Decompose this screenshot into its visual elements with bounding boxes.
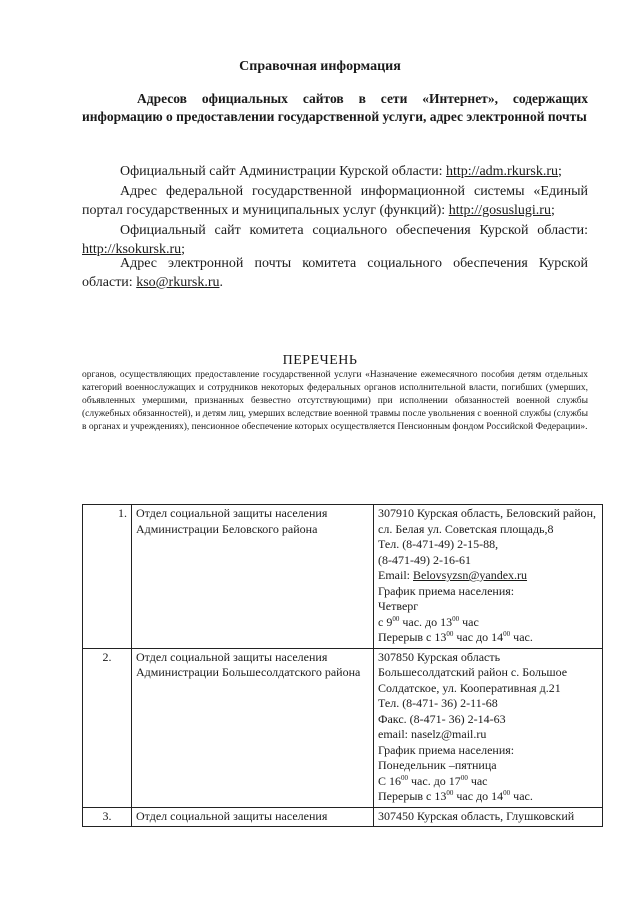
gosuslugi-paragraph: Адрес федеральной государственной информационной системы «Единый портал государственных и муниципальных услуг (функций): http://gosuslugi.ru; bbox=[82, 184, 588, 218]
schedule-hours: С $16^{00}$ час. до $17^{00}$ час bbox=[378, 773, 488, 788]
kso-email-paragraph: Адрес электронной почты комитета социального обеспечения Курской области: kso@rkursk.ru. bbox=[82, 256, 588, 290]
office-email-link[interactable]: Belovsyzsn@yandex.ru bbox=[413, 568, 528, 582]
office-name: Отдел социальной защиты населения Администрации Большесолдатского района bbox=[132, 648, 374, 807]
list-title: ПЕРЕЧЕНЬ bbox=[282, 353, 358, 368]
row-number: 2. bbox=[83, 648, 132, 807]
kso-site-link[interactable]: http://ksokursk.ru bbox=[82, 242, 182, 257]
office-address: 307910 Курская область, Беловский район, сл. Белая ул. Советская площадь,8 bbox=[378, 506, 597, 536]
office-fax: Факс. (8-471- 36) 2-14-63 bbox=[378, 711, 506, 726]
office-phone: (8-471-49) 2-16-61 bbox=[378, 552, 471, 567]
office-contacts bbox=[374, 648, 603, 807]
row-number: 1. bbox=[83, 505, 132, 649]
schedule-label: График приема населения: bbox=[378, 742, 515, 757]
office-email-line: Email: Belovsyzsn@yandex.ru bbox=[378, 568, 528, 582]
list-description: органов, осуществляющих предоставление государственной услуги «Назначение ежемесячного пособия детям отдельных категорий военнослужащих и сотрудников некоторых федеральных органов исполнительной власти, погибших (умерших, объявленных умершими, признанных безвестно отсутствующими) при исполнении обязанностей военной службы (служебных обязанностей), и детям лиц, умерших вследствие военной травмы после увольнения с военной службы (службы в органах и учреждениях), пенсионное обеспечение которых осуществляется Пенсионным фондом Российской Федерации». bbox=[82, 370, 588, 432]
office-phone: Тел. (8-471-49) 2-15-88, bbox=[378, 537, 499, 551]
schedule-break: Перерыв с $13^{00}$ час до $14^{00}$ час. bbox=[378, 789, 533, 803]
table-row bbox=[83, 807, 603, 827]
office-address: 307850 Курская область Большесолдатский район с. Большое Солдатское, ул. Кооперативная д.21 bbox=[378, 649, 568, 695]
gosuslugi-link[interactable]: http://gosuslugi.ru bbox=[448, 203, 551, 218]
page-subtitle: Адресов официальных сайтов в сети «Интернет», содержащих информацию о предоставлении государственной услуги, адрес электронной почты bbox=[82, 91, 588, 124]
office-contacts bbox=[374, 505, 603, 649]
schedule-break: Перерыв с $13^{00}$ час до $14^{00}$ час. bbox=[378, 630, 533, 644]
schedule-days: Понедельник –пятница bbox=[378, 758, 497, 772]
row-number: 3. bbox=[83, 807, 132, 827]
office-name: Отдел социальной защиты населения Администрации Беловского района bbox=[132, 505, 374, 649]
kso-email-link[interactable]: kso@rkursk.ru bbox=[136, 275, 220, 290]
table-row bbox=[83, 648, 603, 807]
kso-site-paragraph: Официальный сайт комитета социального обеспечения Курской области: http://ksokursk.ru; bbox=[82, 223, 588, 257]
site-admin-paragraph: Официальный сайт Администрации Курской области: http://adm.rkursk.ru; bbox=[120, 164, 562, 179]
office-phone: Тел. (8-471- 36) 2-11-68 bbox=[378, 696, 498, 710]
page-title: Справочная информация bbox=[239, 59, 401, 74]
office-email-link[interactable]: naselz@mail.ru bbox=[411, 727, 487, 741]
office-name: Отдел социальной защиты населения bbox=[132, 807, 374, 827]
office-email-line: email: naselz@mail.ru bbox=[378, 727, 487, 741]
schedule-days: Четверг bbox=[378, 599, 419, 613]
office-address: 307450 Курская область, Глушковский bbox=[374, 807, 603, 827]
schedule-hours: с $9^{00}$ час. до $13^{00}$ час bbox=[378, 614, 479, 629]
offices-table bbox=[82, 504, 603, 827]
table-row bbox=[83, 505, 603, 649]
admin-site-link[interactable]: http://adm.rkursk.ru bbox=[446, 164, 558, 179]
schedule-label: График приема населения: bbox=[378, 583, 515, 598]
